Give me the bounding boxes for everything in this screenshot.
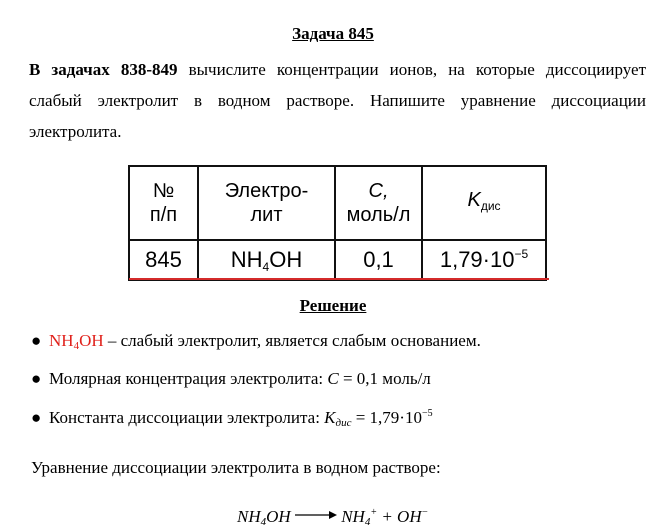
table-row <box>129 240 546 280</box>
header-electrolyte: Электро- лит <box>198 166 335 240</box>
table-header-row <box>129 166 546 240</box>
equation-label: Уравнение диссоциации электролита в водном растворе: <box>31 458 441 477</box>
problem-text: вычислите концентрации ионов, на которые диссоциирует слабый электролит в водном растворе. Напишите уравнение диссоциации электролита. <box>29 60 646 141</box>
cell-concentration: 0,1 <box>335 240 422 280</box>
reaction-arrow-icon <box>295 505 337 525</box>
problem-range: В задачах 838-849 <box>29 60 178 79</box>
dissociation-equation: NH4OH NH4+ + OH− <box>237 507 429 528</box>
cell-dissociation-constant: $1,79\cdot 10^{-5}$ <box>422 240 546 280</box>
problem-statement <box>29 54 646 147</box>
bullet-icon: ● <box>31 331 42 350</box>
list-item: ● Молярная концентрация электролита: C = 0,1 моль/л <box>31 369 431 388</box>
header-concentration: C, моль/л <box>335 166 422 240</box>
cell-electrolyte: $NH_4OH$ <box>198 240 335 280</box>
bullet-icon: ● <box>31 408 42 427</box>
header-dissociation-constant: $K_{дис}$ <box>422 166 546 240</box>
list-item: ● Константа диссоциации электролита: Kдис = $1,79\cdot 10^{-5}$ <box>31 408 433 429</box>
problem-title: Задача 845 <box>292 24 374 43</box>
solution-heading: Решение <box>299 296 367 315</box>
header-number: № п/п <box>129 166 198 240</box>
bullet-icon: ● <box>31 369 42 388</box>
formula-nh4oh: NH4OH <box>49 331 104 352</box>
cell-number: 845 <box>129 240 198 280</box>
red-underline <box>129 278 549 280</box>
list-item: ● NH4OH – слабый электролит, является слабым основанием. <box>31 331 481 352</box>
data-table <box>128 165 547 281</box>
